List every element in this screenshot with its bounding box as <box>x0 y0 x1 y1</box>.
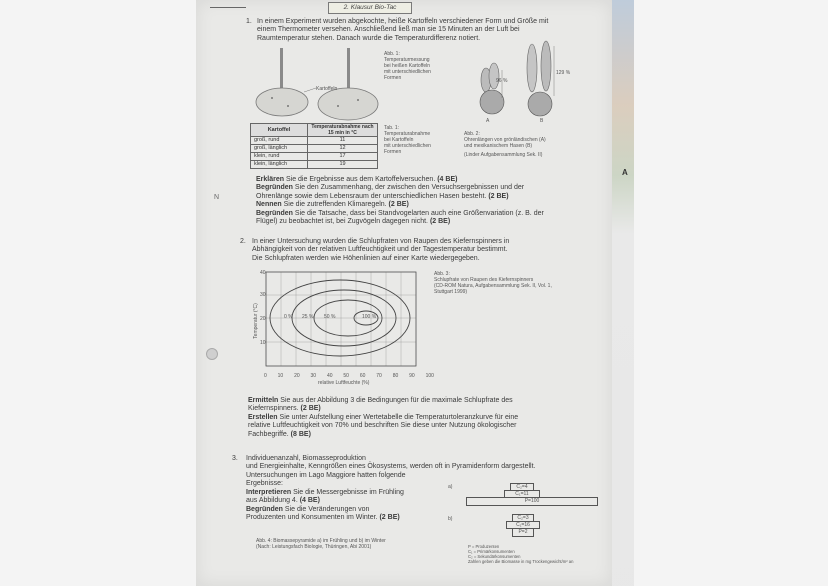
task-line: Kiefernspinners. (2 BE) <box>248 405 321 413</box>
table-row: klein, länglich 19 <box>251 161 378 169</box>
fig2-caption: Abb. 2: Ohrenlängen von grönländischen (A) und mexikanischem Hasen (B) (Linder Aufgabensammlung Sek. II) <box>464 131 546 158</box>
potato-table <box>250 123 378 169</box>
table-header: Kartoffel <box>251 124 308 137</box>
contour-label: 25 % <box>302 314 314 320</box>
task-line: Fachbegriffe. (8 BE) <box>248 430 311 438</box>
task-line: Flügel) zu beobachtet ist, bei Zugvögeln dagegen nicht. (2 BE) <box>256 218 451 226</box>
y-tick: 30 <box>260 292 266 298</box>
background-right <box>612 0 828 586</box>
contour-label: 100 % <box>362 314 377 320</box>
hare-figure <box>466 40 576 124</box>
map-letter: A <box>622 168 628 177</box>
task-line: Erstellen Sie unter Aufstellung einer Wertetabelle die Temperaturtoleranzkurve für eine <box>248 413 519 421</box>
hare-a-head <box>480 90 504 114</box>
task-line: Ohrenlänge sowie dem Lebensraum der unterschiedlichen Hasen besteht. (2 BE) <box>256 192 509 200</box>
contour-chart <box>248 266 434 390</box>
potato-long <box>318 88 378 120</box>
task1-number: 1. <box>246 18 252 25</box>
y-axis-label: Temperatur (°C) <box>253 303 259 339</box>
table-row: groß, rund 11 <box>251 137 378 145</box>
fig4-caption: Abb. 4: Biomassepyramide a) im Frühling und b) im Winter (Nach: Leistungsfach Biologie, Thüringen, Abi 2001) <box>256 538 386 550</box>
task-line: Begründen Sie den Zusammenhang, der zwischen den Versuchsergebnissen und der <box>256 184 525 192</box>
pyramid-b-level: C₂=3 <box>512 514 534 522</box>
pyramid-a-level: P=100 <box>466 497 598 506</box>
pyramid-legend: P = Produzenten C₁ = Primärkonsumenten C₂ = Sekundärkonsumenten Zahlen geben die Biomasse in mg Trockengewicht/m² an <box>468 544 574 564</box>
task-line: Begründen Sie die Tatsache, dass bei Standvogelarten auch eine Größenvariation (z. B. der <box>256 209 544 217</box>
task3-number: 3. <box>232 455 238 462</box>
task-line: Interpretieren Sie die Messergebnisse im Frühling <box>246 489 404 496</box>
wall-map <box>612 0 634 586</box>
hare-b-label: B <box>540 118 544 124</box>
pyramid-a-level: C₁=11 <box>504 490 540 498</box>
pyramid-a-label: a) <box>448 484 453 490</box>
pyramid-b-level: P=2 <box>512 528 534 537</box>
punch-hole <box>206 348 218 360</box>
table-header: Temperaturabnahme nach 15 min in °C <box>308 124 378 137</box>
task2-intro: In einer Untersuchung wurden die Schlupfraten von Raupen des Kiefernspinners in Abhängigkeit von der relativen Luftfeuchtigkeit und der Tagestemperatur bestimmt. Die Schlupfraten werden wie Höhenlinien auf einer Karte wiedergegeben. <box>252 238 510 262</box>
table-header-row <box>251 124 378 137</box>
hare-b-head <box>528 92 552 116</box>
margin-mark: N <box>214 194 220 201</box>
task2-number: 2. <box>240 238 246 245</box>
hare-b-ear <box>527 44 537 92</box>
hare-a-label: A <box>486 118 490 124</box>
potato-round <box>256 88 308 116</box>
header-line <box>210 7 246 8</box>
pyramid-a-level: C₂=4 <box>510 483 534 491</box>
task-line: relative Luftfeuchtigkeit von 70% und beschriften Sie diese unter Nutzung ökologischer <box>248 422 517 430</box>
y-tick: 20 <box>260 316 266 322</box>
potato-figure <box>252 46 382 122</box>
x-ticks: 0 10 20 30 40 50 60 70 80 90 100 <box>264 373 434 379</box>
hare-a-percent: 96 % <box>496 78 508 84</box>
task-line: aus Abbildung 4. (4 BE) <box>246 497 320 505</box>
pyramid-b-label: b) <box>448 516 453 522</box>
task1-questions <box>256 176 578 226</box>
header-title: 2. Klausur Bio-Tac <box>328 2 412 14</box>
fig3-caption: Abb. 3: Schlupfrate von Raupen des Kiefernspinners (CD-ROM Natura, Aufgabensammlung Sek. II, Vol. 1, Stuttgart 1999) <box>434 271 552 295</box>
fig1-caption: Abb. 1: Temperaturmessung bei heißen Kartoffeln mit unterschiedlichen Formen <box>384 51 431 81</box>
task-line: Erklären Sie die Ergebnisse aus dem Kartoffelversuchen. (4 BE) <box>256 176 458 183</box>
tab1-caption: Tab. 1: Temperaturabnahme bei Kartoffeln mit unterschiedlichen Formen <box>384 125 431 155</box>
task3-intro: Individuenanzahl, Biomasseproduktion und Energieinhalte, Kenngrößen eines Ökosystems, werden oft in Pyramidenform dargestellt. Untersuchungen im Lago Maggiore hatten folgende Ergebnisse: <box>246 455 536 488</box>
contour-label: 50 % <box>324 314 336 320</box>
task-line: Ermitteln Sie aus der Abbildung 3 die Bedingungen für die maximale Schlupfrate des <box>248 397 513 404</box>
y-tick: 40 <box>260 270 266 276</box>
pyramid-b-level: C₁=16 <box>506 521 540 529</box>
x-axis-label: relative Luftfeuchte (%) <box>318 380 370 386</box>
task-line: Nennen Sie die zutreffenden Klimaregeln. (2 BE) <box>256 201 409 209</box>
task-line: Begründen Sie die Veränderungen von <box>246 505 370 513</box>
fig1-label: Kartoffeln <box>316 86 338 92</box>
background-left <box>0 0 196 586</box>
table-row: groß, länglich 12 <box>251 145 378 153</box>
y-tick: 10 <box>260 340 266 346</box>
task2-questions <box>248 397 582 439</box>
task1-intro: In einem Experiment wurden abgekochte, heiße Kartoffeln verschiedener Form und Größe mit einem Thermometer versehen. Anschließend ließ man sie 15 Minuten an der Luft bei Raumtemperatur stehen. Danach wurde die Temperaturdifferenz notiert. <box>257 18 549 42</box>
task3-questions <box>246 489 446 523</box>
task-line: Produzenten und Konsumenten im Winter. (2 BE) <box>246 514 400 522</box>
table-row: klein, rund 17 <box>251 153 378 161</box>
hare-b-percent: 129 % <box>556 70 571 76</box>
contour-label: 0 % <box>284 314 293 320</box>
